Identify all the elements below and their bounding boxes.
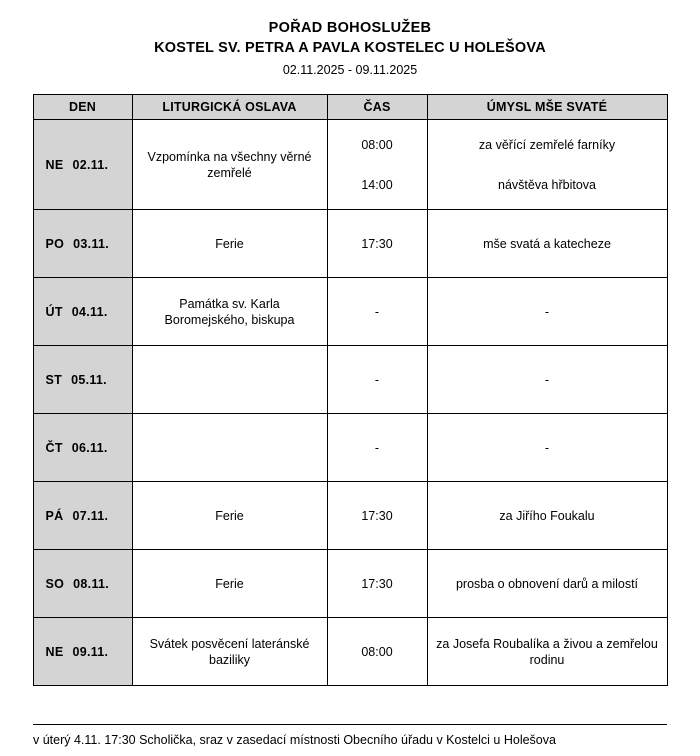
intention-secondary: návštěva hřbitova (498, 177, 596, 192)
day-name: PO (45, 236, 65, 251)
column-header-cas: ČAS (327, 95, 427, 120)
row-celebration-cell: Památka sv. Karla Boromejského, biskupa (132, 278, 327, 346)
row-day-cell (33, 278, 132, 346)
date-range: 02.11.2025 - 09.11.2025 (282, 63, 418, 77)
row-celebration-cell: Ferie (132, 550, 327, 618)
row-celebration-cell: Ferie (132, 210, 327, 278)
row-time-cell: - (327, 278, 427, 346)
row-time-cell: - (327, 414, 427, 482)
row-intention-cell: - (427, 346, 667, 414)
table-row (33, 482, 667, 550)
row-celebration-cell: Svátek posvěcení lateránské baziliky (132, 618, 327, 686)
row-intention-cell: za Josefa Roubalíka a živou a zemřelou rodinu (427, 618, 667, 686)
row-day-cell (33, 414, 132, 482)
row-time-cell: 17:30 (327, 482, 427, 550)
row-time-cell: 17:30 (327, 210, 427, 278)
day-name: ČT (45, 440, 63, 455)
intention-primary: za věřící zemřelé farníky (478, 137, 616, 152)
church-name: KOSTEL SV. PETRA A PAVLA KOSTELEC U HOLEŠOVA (154, 40, 546, 56)
day-date: 03.11. (73, 236, 110, 251)
day-date: 08.11. (73, 576, 110, 591)
day-name: ÚT (45, 304, 63, 319)
day-name: PÁ (45, 508, 64, 523)
table-header-row (33, 95, 667, 120)
day-name: SO (45, 576, 65, 591)
day-date: 06.11. (71, 440, 108, 455)
page-header (0, 0, 700, 80)
row-intention-cell (427, 120, 667, 210)
table-row (33, 414, 667, 482)
page-title: POŘAD BOHOSLUŽEB (268, 20, 432, 36)
column-header-liturgicka-oslava: LITURGICKÁ OSLAVA (132, 95, 327, 120)
column-header-umysl-mse-svate: ÚMYSL MŠE SVATÉ (427, 95, 667, 120)
table-row (33, 618, 667, 686)
day-name: ST (45, 372, 63, 387)
row-day-cell (33, 120, 132, 210)
day-date: 05.11. (71, 372, 107, 387)
row-time-cell: - (327, 346, 427, 414)
row-intention-cell: - (427, 278, 667, 346)
row-intention-cell: - (427, 414, 667, 482)
day-date: 04.11. (71, 304, 108, 319)
row-time-cell: 08:00 (327, 618, 427, 686)
table-row (33, 120, 667, 210)
time-primary: 08:00 (361, 137, 393, 152)
row-intention-cell: mše svatá a katecheze (427, 210, 667, 278)
row-day-cell (33, 550, 132, 618)
row-celebration-cell (132, 346, 327, 414)
day-name: NE (45, 644, 64, 659)
row-celebration-cell: Ferie (132, 482, 327, 550)
table-row (33, 210, 667, 278)
row-celebration-cell (132, 414, 327, 482)
footnote-text: v úterý 4.11. 17:30 Scholička, sraz v zasedací místnosti Obecního úřadu v Kostelci u Holešova (33, 733, 556, 747)
day-name: NE (45, 157, 64, 172)
row-day-cell (33, 210, 132, 278)
footnote-section (33, 724, 667, 748)
day-date: 09.11. (72, 644, 109, 659)
schedule-table (33, 94, 668, 686)
row-day-cell (33, 346, 132, 414)
row-day-cell (33, 618, 132, 686)
footnote-divider (33, 724, 667, 725)
day-date: 02.11. (72, 157, 109, 172)
row-time-cell: 17:30 (327, 550, 427, 618)
row-intention-cell: prosba o obnovení darů a milostí (427, 550, 667, 618)
table-row (33, 550, 667, 618)
row-time-cell (327, 120, 427, 210)
column-header-den: DEN (33, 95, 132, 120)
time-secondary: 14:00 (361, 177, 393, 192)
table-row (33, 278, 667, 346)
row-day-cell (33, 482, 132, 550)
table-row (33, 346, 667, 414)
row-celebration-cell: Vzpomínka na všechny věrné zemřelé (132, 120, 327, 210)
day-date: 07.11. (72, 508, 109, 523)
row-intention-cell: za Jiřího Foukalu (427, 482, 667, 550)
